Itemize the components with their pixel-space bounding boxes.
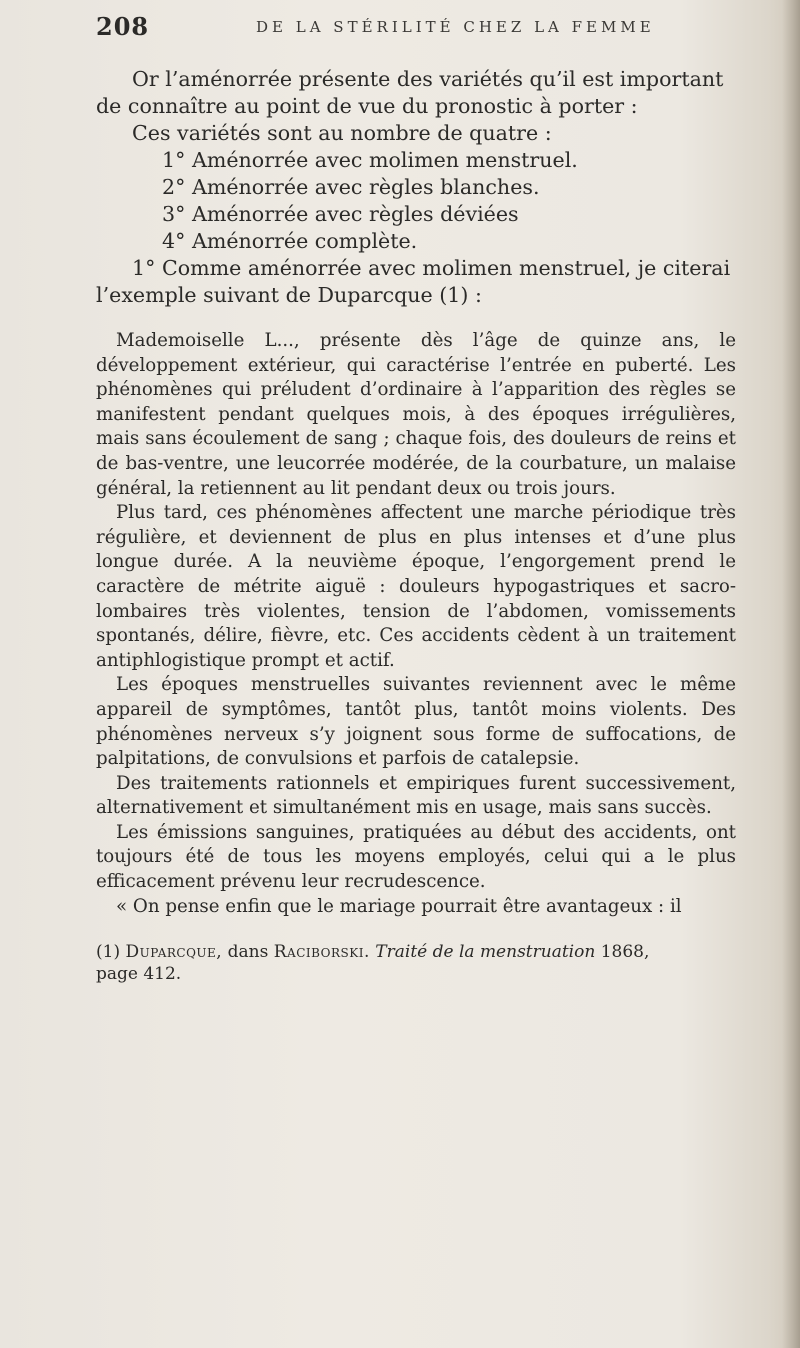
list-item: 3° Aménorrée avec règles déviées — [162, 202, 519, 226]
case-paragraph: Plus tard, ces phénomènes affectent une marche périodique très régulière, et deviennent de plus en plus intenses et d’une plus longue durée. A la neuvième époque, l’engorgement prend le caractère de métrite aiguë : douleurs hypogastriques et sacro-lombaires très violentes, tension de l’abdomen, vomissements spontanés, délire, fièvre, etc. Ces accidents cèdent à un traitement antiphlogistique prompt et actif. — [96, 502, 736, 671]
list-item: 4° Aménorrée complète. — [162, 229, 418, 253]
example-intro: 1° Comme aménorrée avec molimen menstruel, je citerai l’exemple suivant de Duparcque (1) : — [96, 256, 731, 307]
page-header — [96, 12, 716, 46]
page-edge-shadow — [782, 0, 800, 1348]
varieties-intro: Ces variétés sont au nombre de quatre : — [132, 121, 552, 145]
intro-paragraph: Or l’aménorrée présente des variétés qu’il est important de connaître au point de vue du pronostic à porter : — [96, 67, 724, 118]
case-paragraph: « On pense enfin que le mariage pourrait être avantageux : il — [116, 895, 682, 917]
footnote-dans: dans — [227, 942, 269, 963]
list-item: 2° Aménorrée avec règles blanches. — [162, 175, 540, 199]
footnote-cited-author: Raciborski. — [273, 942, 370, 963]
footnote — [96, 941, 736, 985]
case-paragraph: Les émissions sanguines, pratiquées au début des accidents, ont toujours été de tous les moyens employés, celui qui a le plus efficacement prévenu leur recrudescence. — [96, 821, 736, 893]
footnote-year: 1868, — [600, 942, 650, 963]
varieties-list — [96, 147, 736, 255]
page-number: 208 — [96, 12, 150, 41]
case-paragraph: Mademoiselle L..., présente dès l’âge de quinze ans, le développement extérieur, qui caractérise l’entrée en puberté. Les phénomènes qui préludent d’ordinaire à l’apparition des règles se manifestent pendant quelques mois, à des époques irrégulières, mais sans écoulement de sang ; chaque fois, des douleurs de reins et de bas-ventre, une leucorrée modérée, de la courbature, un malaise général, la retiennent au lit pendant deux ou trois jours. — [96, 330, 736, 499]
footnote-marker: (1) — [96, 942, 121, 963]
case-report — [96, 329, 736, 919]
footnote-title: Traité de la menstruation — [375, 942, 596, 963]
footnote-page: page 412. — [96, 964, 182, 985]
list-item: 1° Aménorrée avec molimen menstruel. — [162, 148, 578, 172]
page-body — [96, 66, 736, 985]
case-paragraph: Des traitements rationnels et empiriques furent successivement, alternativement et simultanément mis en usage, mais sans succès. — [96, 772, 736, 819]
case-paragraph: Les époques menstruelles suivantes reviennent avec le même appareil de symptômes, tantôt plus, tantôt moins violents. Des phénomènes nerveux s’y joignent sous forme de suffocations, de palpitations, de convulsions et parfois de catalepsie. — [96, 674, 736, 770]
running-title: DE LA STÉRILITÉ CHEZ LA FEMME — [256, 18, 655, 36]
footnote-author: Duparcque, — [125, 942, 223, 963]
